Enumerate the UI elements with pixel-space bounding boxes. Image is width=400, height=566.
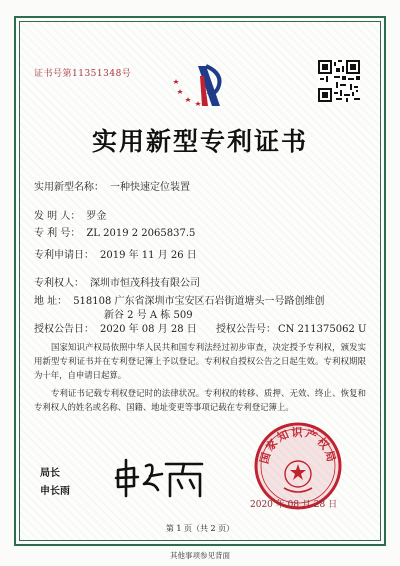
inventor-value: 罗金 (86, 211, 107, 222)
patentee-value: 深圳市恒茂科技有限公司 (90, 278, 200, 289)
handwritten-signature-icon (110, 456, 210, 500)
patentee-label: 专利权人： (34, 278, 84, 289)
patentee (34, 274, 200, 289)
grant-info (34, 320, 366, 335)
address (34, 292, 325, 307)
announcement-number-label: 授权公告号： (215, 324, 276, 335)
filing-date-label: 专利申请日： (34, 250, 94, 261)
qr-code-icon (318, 60, 360, 102)
director-name: 申长雨 (40, 486, 70, 497)
director-title: 局长 (40, 468, 60, 479)
seal-date: 2020 年 08 月 28 日 (250, 500, 338, 510)
inventor (34, 207, 106, 222)
body-paragraph-1: 国家知识产权局依照中华人民共和国专利法经过初步审查，决定授予专利权，颁发实用新型专利证书并在专利登记簿上予以登记。专利权自授权公告之日起生效。专利权期限为十年，自申请日起算。 (34, 342, 366, 380)
grant-date-label: 授权公告日： (34, 324, 94, 335)
inventor-label: 发 明 人： (34, 211, 81, 222)
address-value-2: 新谷 2 号 A 栋 509 (104, 310, 193, 321)
address-line-2 (104, 306, 193, 321)
certificate-number: 证书号第11351348号 (34, 69, 132, 79)
patent-number-value: ZL 2019 2 2065837.5 (86, 228, 196, 239)
certificate-title: 实用新型专利证书 (91, 127, 308, 156)
body-paragraph-2: 专利证书记载专利权登记时的法律状况。专利权的转移、质押、无效、终止、恢复和专利权人的姓名或名称、国籍、地址变更等事项记载在专利登记簿上。 (34, 388, 366, 412)
seal-text: 国家知识产权局 (257, 426, 339, 466)
patent-office-emblem-icon (168, 62, 232, 114)
address-value: 518108 广东省深圳市宝安区石岩街道塘头一号路创维创 (73, 296, 325, 307)
name-value: 一种快速定位装置 (110, 182, 190, 193)
patent-number-label: 专 利 号： (34, 228, 81, 239)
filing-date-value: 2019 年 11 月 26 日 (100, 250, 197, 261)
name-label: 实用新型名称： (34, 182, 104, 193)
certificate-body (34, 340, 366, 418)
filing-date (34, 246, 197, 261)
address-label: 地 址： (34, 296, 68, 307)
grant-date-value: 2020 年 08 月 28 日 (100, 324, 197, 335)
announcement-number-value: CN 211375062 U (277, 324, 367, 335)
utility-model-name (34, 178, 190, 193)
patent-number (34, 224, 195, 239)
page-number: 第 1 页（共 2 页） (165, 524, 235, 533)
footer-note: 其他事项参见背面 (170, 551, 230, 560)
